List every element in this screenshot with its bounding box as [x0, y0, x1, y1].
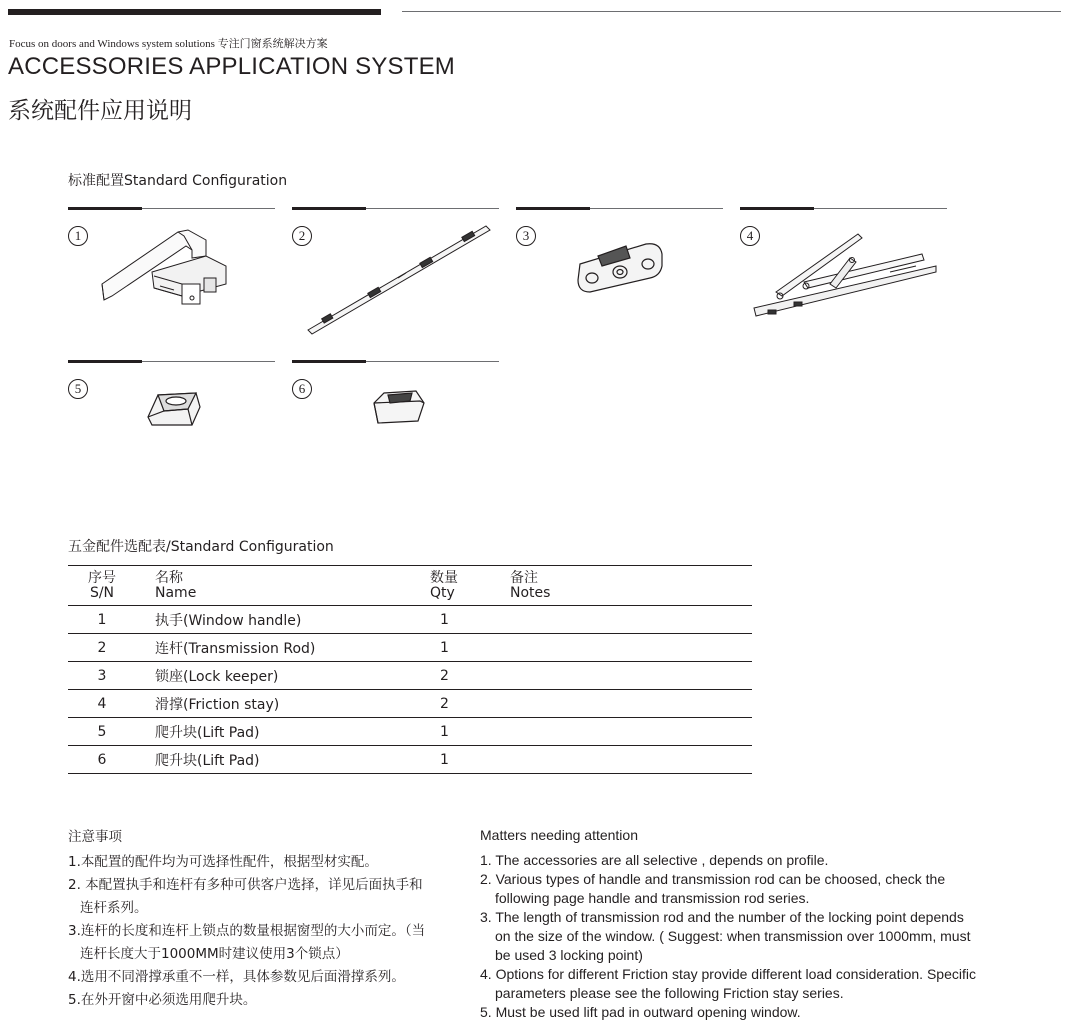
table-row [68, 718, 752, 746]
cell-notes [510, 662, 752, 690]
cell-qty: 1 [430, 746, 510, 774]
cell-name: 滑撑(Friction stay) [136, 690, 430, 718]
hardware-table-label: 五金配件选配表/Standard Configuration [68, 539, 334, 555]
cell-qty: 2 [430, 690, 510, 718]
cell-notes [510, 746, 752, 774]
cell-qty: 1 [430, 606, 510, 634]
friction-stay-icon [740, 226, 947, 326]
header-sn-cn: 序号 [88, 570, 116, 586]
header-name-en: Name [155, 585, 197, 601]
header-bar-thick [8, 9, 381, 15]
cell-sn: 6 [68, 746, 136, 774]
notes-cn-item: 4.选用不同滑撑承重不一样，具体参数见后面滑撑系列。 [68, 969, 405, 985]
notes-en-item: 5. Must be used lift pad in outward opening window. [480, 1004, 801, 1020]
config-item-4 [740, 208, 947, 328]
config-item-1 [68, 208, 275, 328]
table-row [68, 606, 752, 634]
cell-name: 锁座(Lock keeper) [136, 662, 430, 690]
cell-sn: 3 [68, 662, 136, 690]
lock-keeper-icon [572, 230, 668, 296]
page-title-cn: 系统配件应用说明 [8, 98, 192, 124]
transmission-rod-icon [302, 220, 492, 340]
cell-sn: 1 [68, 606, 136, 634]
notes-cn [68, 826, 428, 1012]
header-notes-en: Notes [510, 585, 551, 601]
config-item-6 [292, 361, 499, 481]
header-bar-thin [402, 11, 1061, 12]
item-number: 3 [516, 226, 536, 246]
cell-name: 爬升块(Lift Pad) [136, 746, 430, 774]
header-name [136, 566, 430, 606]
item-rule-accent [68, 207, 142, 210]
notes-cn-heading: 注意事项 [68, 829, 122, 845]
page-title-en: ACCESSORIES APPLICATION SYSTEM [8, 53, 455, 80]
cell-name: 爬升块(Lift Pad) [136, 718, 430, 746]
cell-sn: 2 [68, 634, 136, 662]
header-qty-en: Qty [430, 585, 455, 601]
cell-sn: 5 [68, 718, 136, 746]
notes-en-item: 4. Options for different Friction stay provide different load consideration. Specific parameters please see the following Friction stay series. [480, 966, 976, 1001]
item-number: 5 [68, 379, 88, 399]
item-number: 6 [292, 379, 312, 399]
cell-name: 执手(Window handle) [136, 606, 430, 634]
notes-en-item: 1. The accessories are all selective , depends on profile. [480, 852, 829, 868]
item-rule-accent [292, 207, 366, 210]
lift-pad-icon [144, 387, 204, 429]
cell-sn: 4 [68, 690, 136, 718]
notes-en-item: 2. Various types of handle and transmission rod can be choosed, check the following page handle and transmission rod series. [480, 871, 946, 906]
table-row [68, 662, 752, 690]
table-row [68, 746, 752, 774]
item-number: 2 [292, 226, 312, 246]
cell-notes [510, 634, 752, 662]
item-rule-accent [68, 360, 142, 363]
window-handle-icon [96, 226, 246, 311]
header-sn-en: S/N [89, 585, 115, 601]
lift-pad-icon [368, 387, 430, 427]
item-rule-accent [516, 207, 590, 210]
notes-en [480, 826, 980, 1022]
item-rule-accent [292, 360, 366, 363]
cell-qty: 2 [430, 662, 510, 690]
notes-cn-item: 1.本配置的配件均为可选择性配件，根据型材实配。 [68, 854, 378, 870]
notes-en-heading: Matters needing attention [480, 827, 638, 843]
config-item-5 [68, 361, 275, 481]
header-sn [68, 566, 136, 606]
table-header-row [68, 566, 752, 606]
item-rule-accent [740, 207, 814, 210]
tagline: Focus on doors and Windows system solutions 专注门窗系统解决方案 [9, 38, 328, 50]
notes-cn-item: 3.连杆的长度和连杆上锁点的数量根据窗型的大小而定。（当连杆长度大于1000MM时建议使用3个锁点） [68, 923, 426, 962]
cell-qty: 1 [430, 718, 510, 746]
standard-config-label: 标准配置Standard Configuration [68, 173, 288, 189]
notes-cn-item: 5.在外开窗中必须选用爬升块。 [68, 992, 257, 1008]
cell-notes [510, 606, 752, 634]
header-qty-cn: 数量 [430, 570, 458, 586]
header-notes-cn: 备注 [510, 570, 538, 586]
config-item-3 [516, 208, 723, 328]
cell-notes [510, 718, 752, 746]
header-name-cn: 名称 [155, 570, 183, 586]
config-item-2 [292, 208, 499, 328]
cell-notes [510, 690, 752, 718]
item-number: 4 [740, 226, 760, 246]
table-row [68, 634, 752, 662]
cell-qty: 1 [430, 634, 510, 662]
header-notes [510, 566, 752, 606]
table-row [68, 690, 752, 718]
item-number: 1 [68, 226, 88, 246]
header-qty [430, 566, 510, 606]
cell-name: 连杆(Transmission Rod) [136, 634, 430, 662]
notes-cn-item: 2. 本配置执手和连杆有多种可供客户选择，详见后面执手和连杆系列。 [68, 877, 423, 916]
hardware-config-table [68, 565, 752, 774]
notes-en-item: 3. The length of transmission rod and the number of the locking point depends on the size of the window. ( Suggest: when transmission over 1000mm, must be used 3 locking point) [480, 909, 971, 963]
